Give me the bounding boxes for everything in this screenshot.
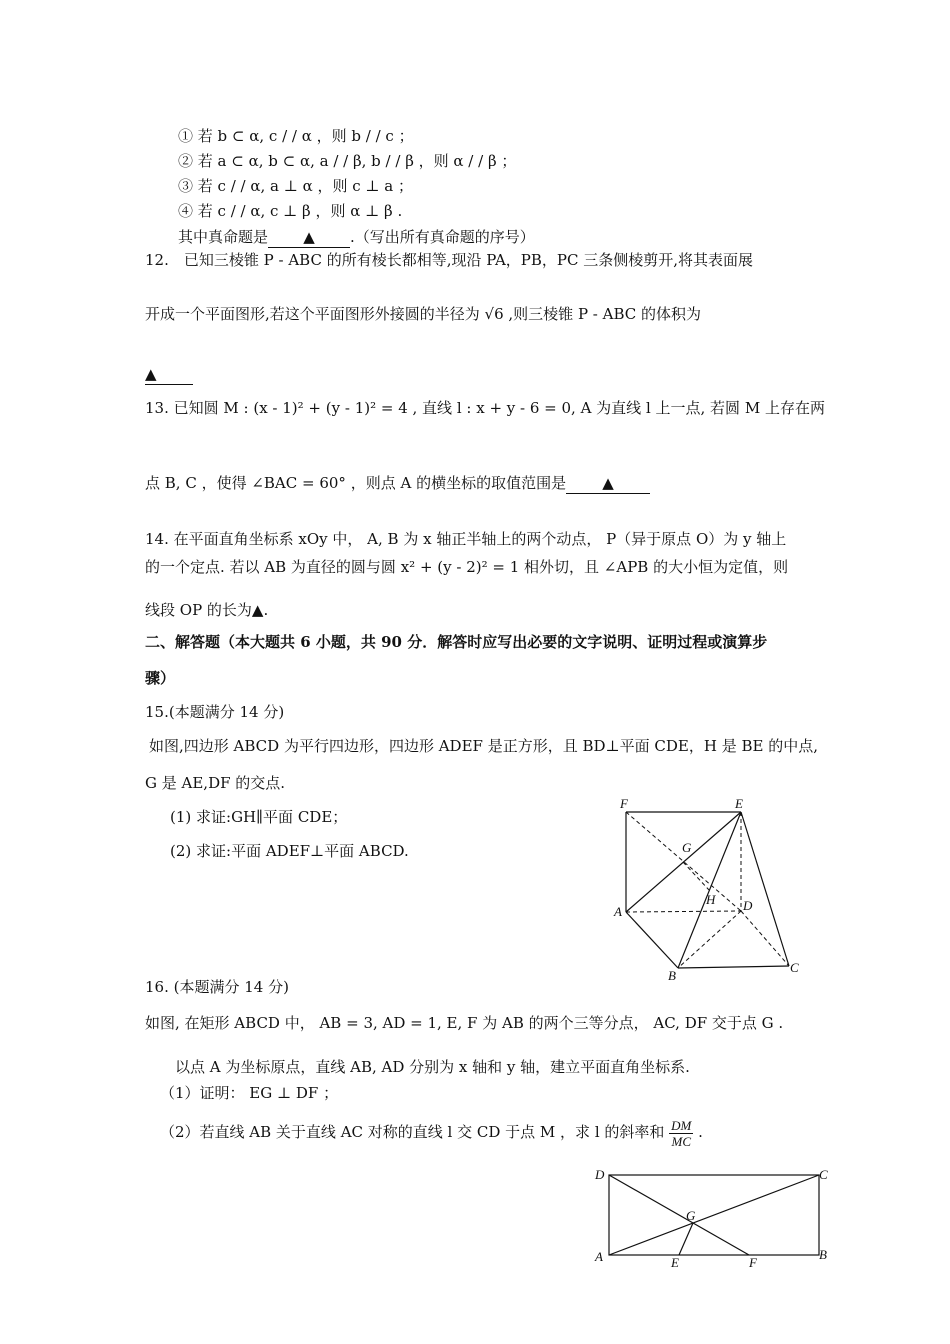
- segment-df: [609, 1175, 749, 1255]
- q16-fraction: [669, 1118, 693, 1149]
- label-f: F: [620, 796, 628, 811]
- q14-line-1: 14. 在平面直角坐标系 xOy 中， A, B 为 x 轴正半轴上的两个动点， P（异于原点 O）为 y 轴上: [145, 530, 787, 548]
- q11-item-3: ③ 若 c / / α, a ⊥ α ，则 c ⊥ a ；: [178, 177, 414, 195]
- section-2-heading: 二、解答题（本大题共 6 小题，共 90 分．解答时应写出必要的文字说明、证明过程或演算步: [145, 633, 768, 651]
- q16-part-2-text: （2）若直线 AB 关于直线 AC 对称的直线 l 交 CD 于点 M ，求 l 的斜率和: [160, 1123, 665, 1141]
- label-e: E: [671, 1255, 679, 1270]
- label-h: H: [706, 892, 716, 907]
- label-c: C: [790, 960, 799, 975]
- edge-ec: [741, 812, 789, 966]
- q15-part-2: (2) 求证:平面 ADEF⊥平面 ABCD.: [170, 842, 409, 860]
- q12-answer: [145, 364, 193, 385]
- q15-line-2: G 是 AE,DF 的交点.: [145, 774, 286, 792]
- edge-dc: [741, 911, 789, 966]
- section-2-heading-cont: 骤）: [145, 669, 176, 687]
- q15-figure: [610, 792, 810, 984]
- edge-ad: [626, 911, 741, 912]
- q13-line-2: [145, 473, 650, 494]
- label-e: E: [735, 796, 743, 811]
- q12-line-1: 12. 已知三棱锥 P - ABC 的所有棱长都相等,现沿 PA，PB，PC 三条侧棱剪开,将其表面展: [145, 251, 754, 269]
- q16-header: 16. (本题满分 14 分): [145, 978, 289, 996]
- q15-header: 15.(本题满分 14 分): [145, 703, 285, 721]
- q14-line-3: 线段 OP 的长为▲.: [145, 601, 269, 619]
- label-d: D: [743, 898, 753, 913]
- q16-part-2: [160, 1112, 703, 1152]
- label-a: A: [595, 1249, 603, 1264]
- label-b: B: [819, 1247, 827, 1262]
- label-d: D: [595, 1167, 605, 1182]
- label-g: G: [686, 1208, 696, 1223]
- q16-part-1: （1）证明： EG ⊥ DF ；: [160, 1084, 339, 1102]
- label-g: G: [682, 840, 692, 855]
- q11-ending-text: 其中真命题是: [178, 228, 269, 246]
- q11-ending-note: .（写出所有真命题的序号）: [350, 228, 535, 246]
- label-b: B: [668, 968, 676, 983]
- label-a: A: [614, 904, 622, 919]
- edge-ab: [626, 912, 678, 968]
- q12-line-2: 开成一个平面图形,若这个平面图形外接圆的半径为 √6 ,则三棱锥 P - ABC 的体积为: [145, 305, 702, 323]
- q16-figure: [590, 1165, 835, 1275]
- q16-line-1: 如图, 在矩形 ABCD 中， AB = 3, AD = 1, E, F 为 AB 的两个三等分点， AC, DF 交于点 G .: [145, 1014, 784, 1032]
- edge-eb: [678, 812, 741, 968]
- q13-line-2-text: 点 B, C ，使得 ∠BAC = 60° ，则点 A 的横坐标的取值范围是: [145, 474, 567, 492]
- q11-item-1: ① 若 b ⊂ α, c / / α ，则 b / / c ；: [178, 127, 414, 145]
- fraction-denominator: MC: [671, 1133, 692, 1149]
- q11-answer-blank: ▲: [268, 227, 350, 248]
- q15-line-1: 如图,四边形 ABCD 为平行四边形，四边形 ADEF 是正方形，且 BD⊥平面 CDE，H 是 BE 的中点,: [149, 737, 818, 755]
- label-c: C: [819, 1167, 828, 1182]
- q13-answer-blank: ▲: [566, 473, 650, 494]
- q15-part-1: (1) 求证:GH∥平面 CDE；: [170, 808, 348, 826]
- label-f: F: [749, 1255, 757, 1270]
- q14-line-2: 的一个定点. 若以 AB 为直径的圆与圆 x² + (y - 2)² = 1 相外切，且 ∠APB 的大小恒为定值，则: [145, 558, 789, 576]
- diagonal-ac: [609, 1175, 819, 1255]
- q16-line-2: 以点 A 为坐标原点，直线 AB, AD 分别为 x 轴和 y 轴，建立平面直角坐标系.: [175, 1058, 690, 1076]
- q16-part-2-end: .: [698, 1123, 703, 1141]
- edge-db: [678, 911, 741, 968]
- q11-item-4: ④ 若 c / / α, c ⊥ β ，则 α ⊥ β .: [178, 202, 403, 220]
- edge-bc: [678, 966, 789, 968]
- q11-item-2: ② 若 a ⊂ α, b ⊂ α, a / / β, b / / β ，则 α / / β ；: [178, 152, 517, 170]
- edge-gh: [683, 862, 709, 890]
- q11-ending: [178, 227, 535, 248]
- q13-line-1: 13. 已知圆 M : (x - 1)² + (y - 1)² = 4 , 直线 l : x + y - 6 = 0, A 为直线 l 上一点, 若圆 M 上存在两: [145, 399, 825, 417]
- fraction-numerator: DM: [671, 1117, 692, 1133]
- q12-answer-blank: ▲: [145, 364, 193, 385]
